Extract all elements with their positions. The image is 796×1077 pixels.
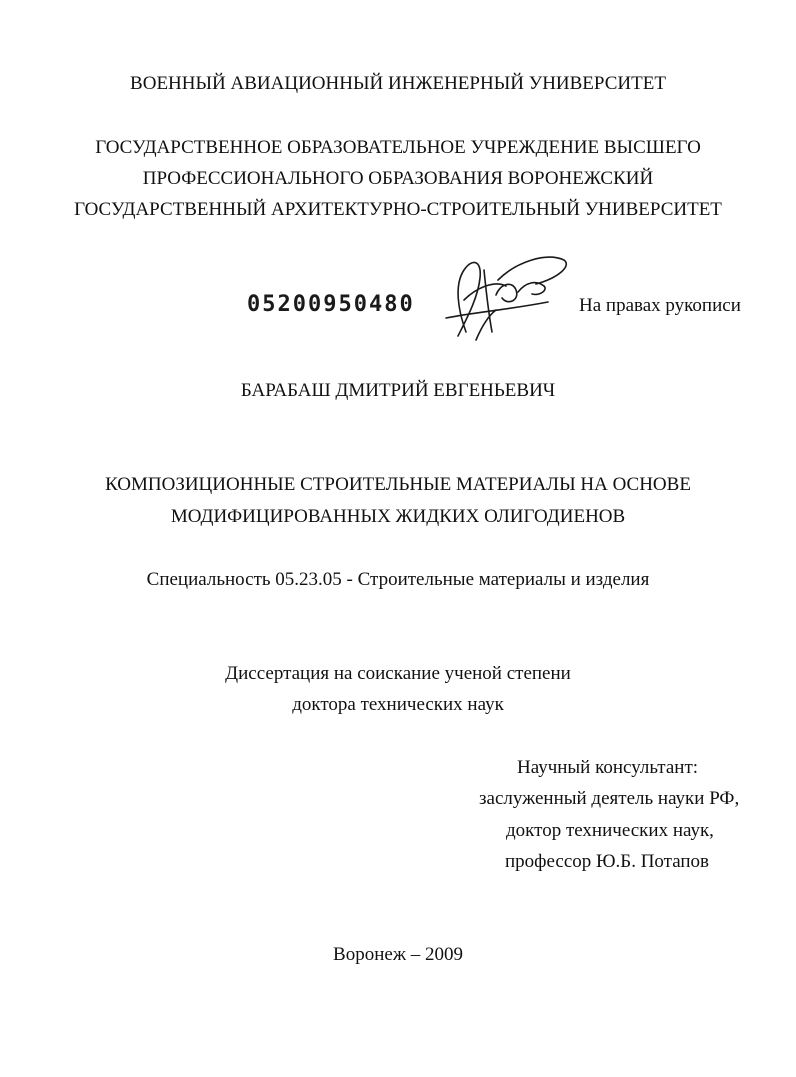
institution-line-3: ГОСУДАРСТВЕННЫЙ АРХИТЕКТУРНО-СТРОИТЕЛЬНЫЙ УНИВЕРСИТЕТ: [74, 199, 722, 220]
consultant-name: профессор Ю.Б. Потапов: [505, 851, 710, 872]
registration-number: 05200950480: [247, 292, 415, 317]
rights-note: На правах рукописи: [579, 295, 741, 316]
signature: [436, 240, 576, 350]
title-line-2: МОДИФИЦИРОВАННЫХ ЖИДКИХ ОЛИГОДИЕНОВ: [170, 506, 626, 527]
degree-line-2: доктора технических наук: [292, 694, 504, 715]
consultant-title: заслуженный деятель науки РФ,: [479, 788, 740, 809]
consultant-degree: доктор технических наук,: [506, 820, 714, 841]
institution-line-2: ПРОФЕССИОНАЛЬНОГО ОБРАЗОВАНИЯ ВОРОНЕЖСКИЙ: [142, 168, 654, 189]
author-name: БАРАБАШ ДМИТРИЙ ЕВГЕНЬЕВИЧ: [240, 380, 556, 401]
institution-military-university: ВОЕННЫЙ АВИАЦИОННЫЙ ИНЖЕНЕРНЫЙ УНИВЕРСИТЕТ: [130, 73, 666, 94]
title-line-1: КОМПОЗИЦИОННЫЕ СТРОИТЕЛЬНЫЕ МАТЕРИАЛЫ НА ОСНОВЕ: [105, 474, 691, 495]
specialty: Специальность 05.23.05 - Строительные материалы и изделия: [146, 569, 650, 590]
degree-line-1: Диссертация на соискание ученой степени: [225, 663, 571, 684]
institution-line-1: ГОСУДАРСТВЕННОЕ ОБРАЗОВАТЕЛЬНОЕ УЧРЕЖДЕНИЕ ВЫСШЕГО: [95, 137, 701, 158]
consultant-heading: Научный консультант:: [517, 757, 699, 778]
city-year: Воронеж – 2009: [333, 944, 463, 965]
